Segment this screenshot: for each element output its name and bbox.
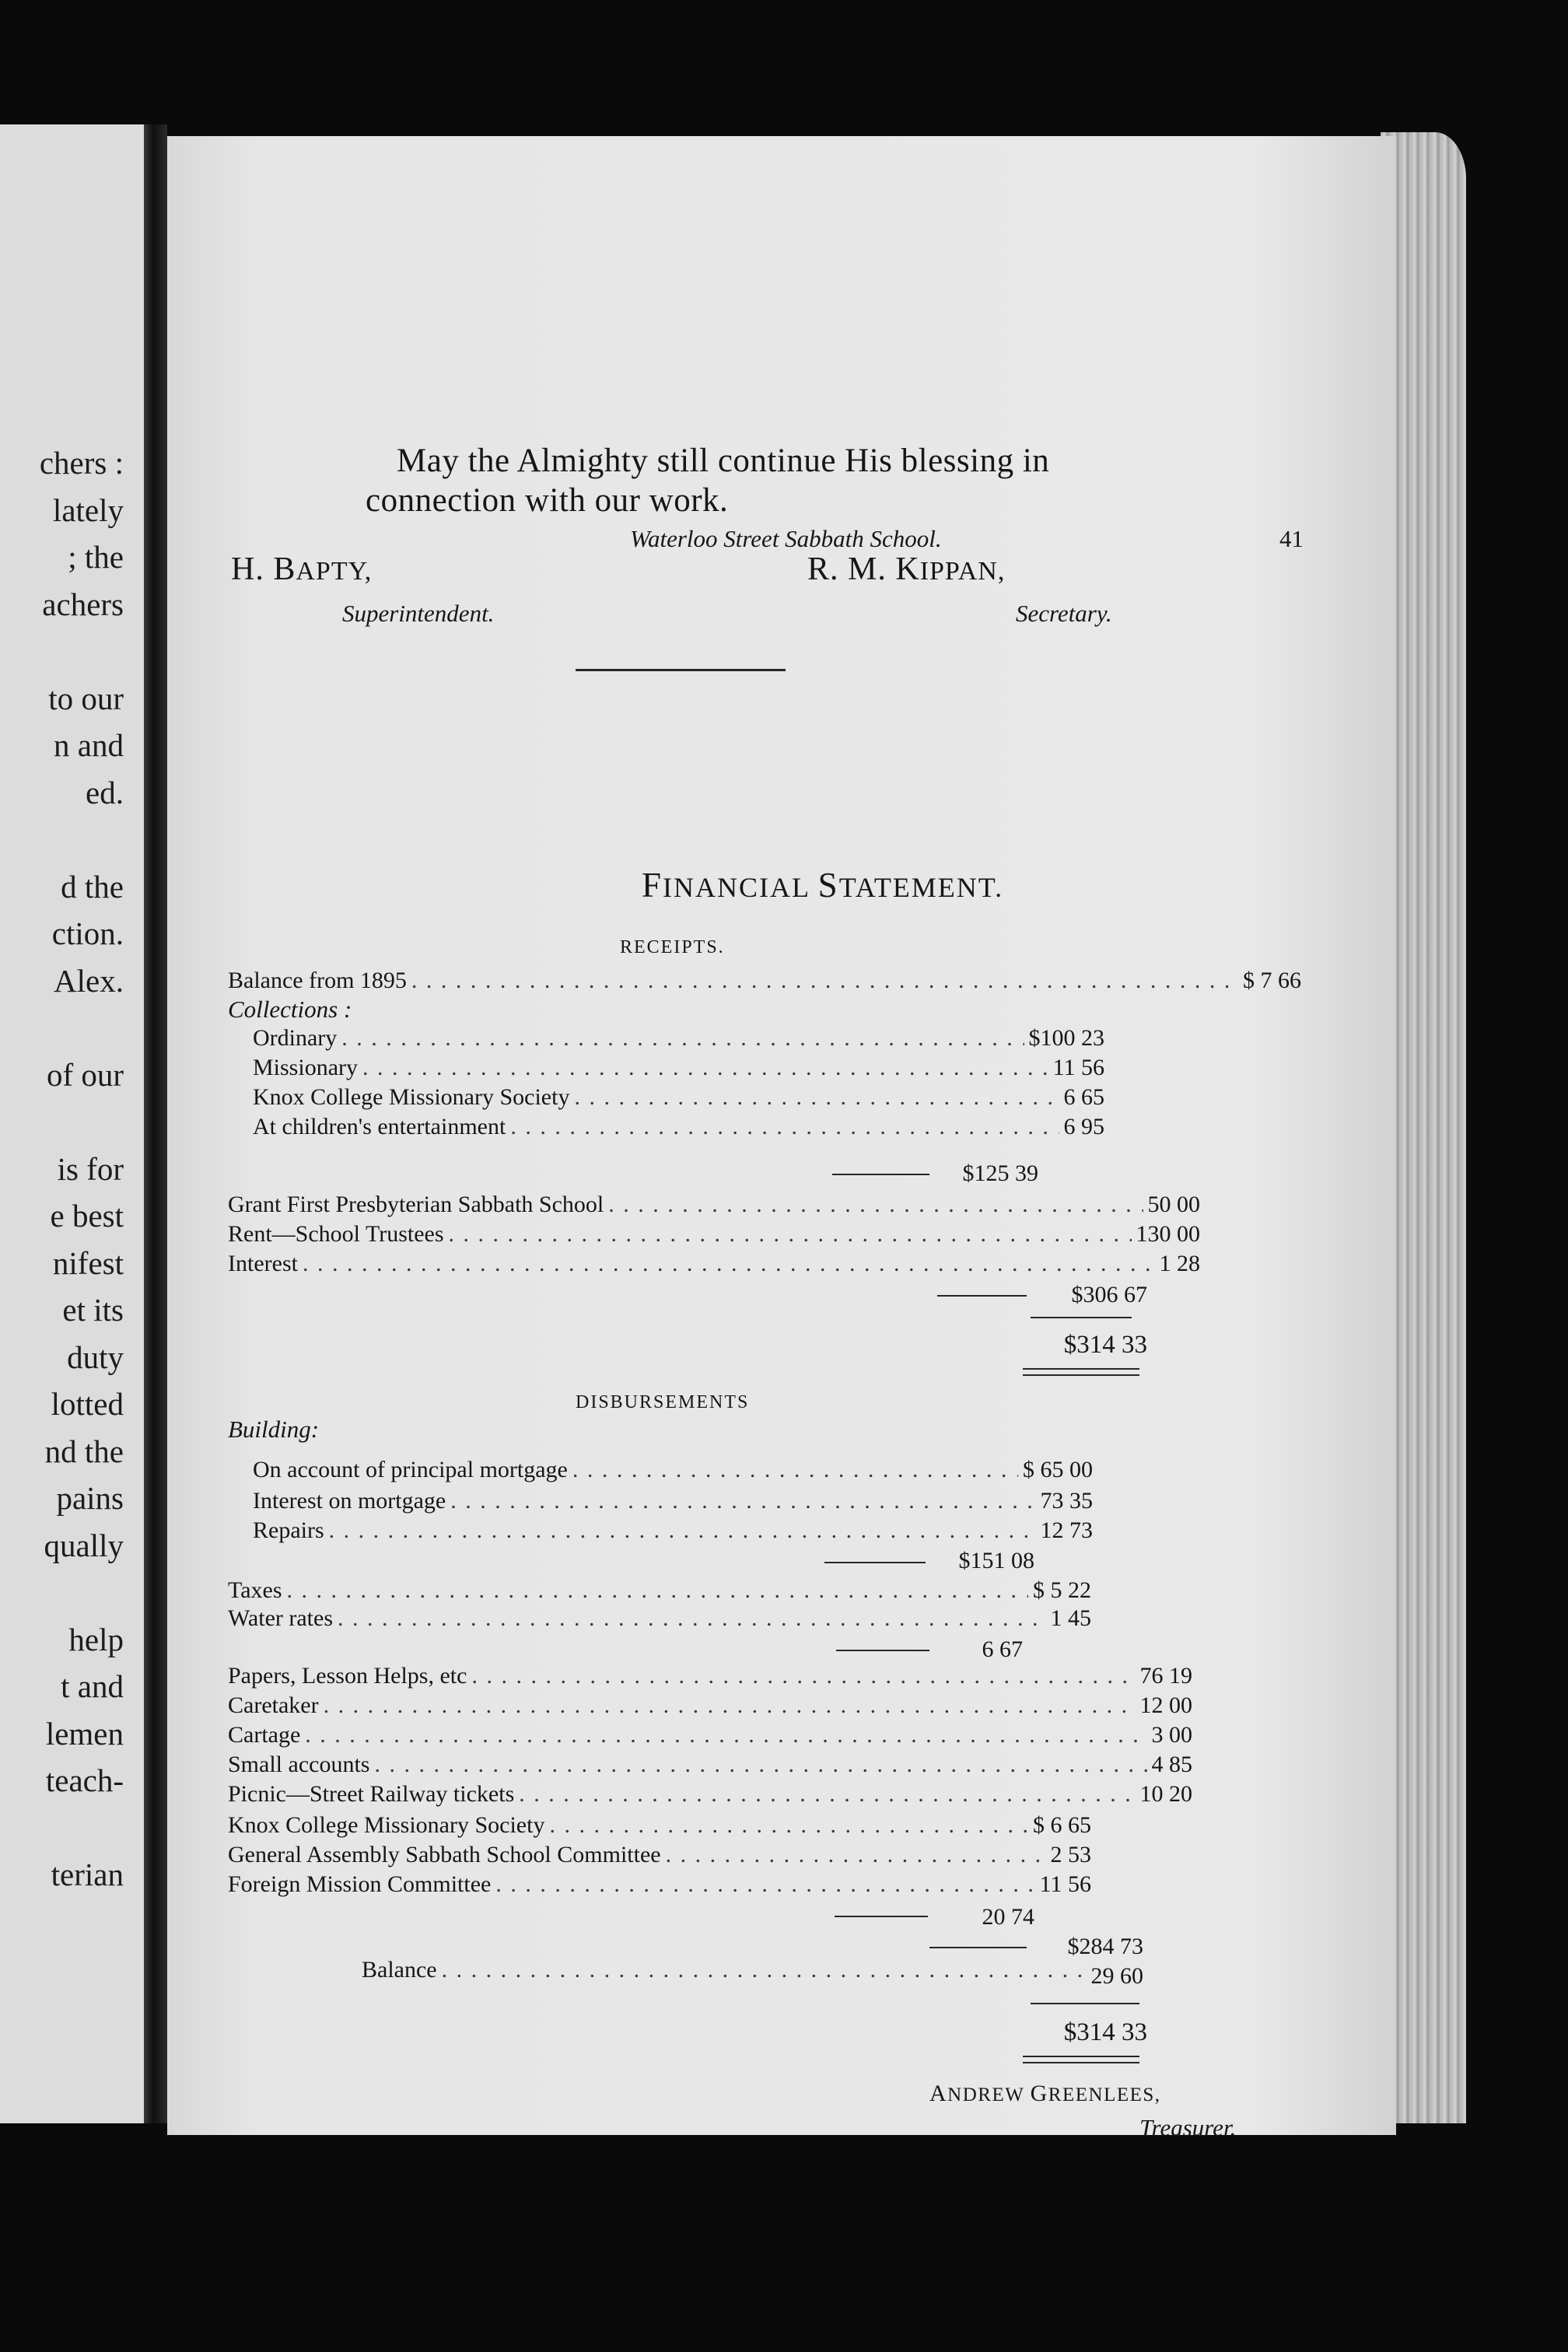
closing-balance-row: Balance . . . xyxy=(362,1955,1089,1986)
subtotal-rule xyxy=(835,1916,928,1917)
receipt-row: Rent—School Trustees . . . 130 00 xyxy=(228,1219,1200,1250)
financial-statement-title: FINANCIAL STATEMENT. xyxy=(642,866,1004,905)
expense-row: Picnic—Street Railway tickets . . . 10 20 xyxy=(228,1779,1192,1810)
tax-row: Water rates . . . 1 45 xyxy=(228,1603,1091,1634)
facing-page-line: lately xyxy=(52,492,124,528)
tax-row: Taxes . . . $ 5 22 xyxy=(228,1575,1091,1606)
treasurer-title: Treasurer. xyxy=(1139,2114,1237,2141)
subtotal-rule xyxy=(832,1174,929,1175)
building-row: Repairs . . . 12 73 xyxy=(253,1515,1093,1546)
facing-page-line: terian xyxy=(51,1857,124,1892)
collection-row: Missionary . . . 11 56 xyxy=(253,1052,1104,1083)
expense-row: Caretaker . . . 12 00 xyxy=(228,1690,1192,1721)
building-total: $151 08 xyxy=(958,1548,1034,1573)
expense-row: Papers, Lesson Helps, etc . . . 76 19 xyxy=(228,1661,1192,1692)
closing-line-1: May the Almighty still continue His blessing in xyxy=(397,443,1050,479)
receipts-heading: RECEIPTS. xyxy=(620,937,725,957)
facing-page-line: ed. xyxy=(86,774,124,810)
building-heading: Building: xyxy=(228,1416,320,1443)
book-gutter xyxy=(144,124,167,2123)
subtotal-rule xyxy=(929,1947,1027,1948)
mission-row: Foreign Mission Committee . . . 11 56 xyxy=(228,1869,1091,1900)
facing-page-line: chers : xyxy=(39,445,124,481)
receipt-balance-row: Balance from 1895 . . . $ 7 66 xyxy=(228,965,1301,996)
collection-row: Knox College Missionary Society . . . 6 65 xyxy=(253,1082,1104,1113)
total-rule xyxy=(1031,1317,1132,1318)
treasurer-name: ANDREW GREENLEES, xyxy=(929,2081,1161,2106)
double-rule-bottom xyxy=(1023,1374,1139,1376)
facing-page-line: e best xyxy=(50,1198,124,1234)
closing-balance-amount: 29 60 xyxy=(1090,1963,1143,1989)
collection-row: At children's entertainment . . . 6 95 xyxy=(253,1111,1104,1143)
facing-page-line: achers xyxy=(42,586,124,622)
subtotal-rule xyxy=(937,1295,1027,1297)
facing-page-line: et its xyxy=(62,1292,124,1328)
facing-page xyxy=(0,124,144,2123)
facing-page-line: nd the xyxy=(44,1433,124,1469)
receipts-subtotal: $306 67 xyxy=(1071,1282,1147,1307)
facing-page-line: lotted xyxy=(51,1386,124,1422)
facing-page-line: qually xyxy=(44,1527,124,1563)
disbursements-total: $284 73 xyxy=(1067,1934,1143,1959)
facing-page-line: t and xyxy=(61,1668,124,1704)
book-page xyxy=(167,136,1396,2141)
facing-page-line: lemen xyxy=(45,1715,124,1752)
facing-page-line: help xyxy=(68,1621,124,1657)
receipts-total: $314 33 xyxy=(1063,1331,1147,1359)
closing-line-2: connection with our work. xyxy=(366,482,729,519)
subtotal-rule xyxy=(824,1562,926,1563)
total-rule xyxy=(1031,2003,1139,2004)
mission-row: General Assembly Sabbath School Committee . . . 2 53 xyxy=(228,1839,1091,1871)
collections-heading: Collections : xyxy=(228,996,352,1023)
missions-total: 20 74 xyxy=(982,1904,1034,1930)
page-number: 41 xyxy=(1279,525,1304,552)
facing-page-line: ction. xyxy=(51,915,124,951)
facing-page-line: of our xyxy=(46,1056,124,1093)
facing-page-line: nifest xyxy=(52,1244,124,1281)
receipt-row: Grant First Presbyterian Sabbath School . . . 50 00 xyxy=(228,1189,1200,1220)
double-rule-top xyxy=(1023,2056,1139,2057)
collections-total: $125 39 xyxy=(962,1160,1038,1186)
section-divider xyxy=(576,669,786,671)
collection-row: Ordinary . . . $100 23 xyxy=(253,1023,1104,1054)
taxes-total: 6 67 xyxy=(982,1636,1023,1662)
facing-page-line: to our xyxy=(48,680,124,716)
disbursements-grand-total: $314 33 xyxy=(1063,2018,1147,2046)
facing-page-line: pains xyxy=(56,1480,124,1516)
expense-row: Cartage . . . 3 00 xyxy=(228,1720,1192,1751)
building-row: Interest on mortgage . . . 73 35 xyxy=(253,1486,1093,1517)
facing-page-line: n and xyxy=(54,727,124,763)
secretary-title: Secretary. xyxy=(1016,600,1112,627)
subtotal-rule xyxy=(836,1650,929,1651)
superintendent-title: Superintendent. xyxy=(342,600,495,627)
facing-page-line: Alex. xyxy=(54,962,124,999)
facing-page-line: teach- xyxy=(45,1762,124,1798)
secretary-name: R. M. KIPPAN, xyxy=(807,551,1006,587)
expense-row: Small accounts . . . 4 85 xyxy=(228,1749,1192,1780)
receipt-row: Interest . . . 1 28 xyxy=(228,1248,1200,1279)
double-rule-top xyxy=(1023,1368,1139,1370)
facing-page-line: ; the xyxy=(68,539,124,575)
superintendent-name: H. BAPTY, xyxy=(231,551,373,587)
facing-page-line: d the xyxy=(61,868,124,905)
disbursements-heading: DISBURSEMENTS xyxy=(576,1392,750,1412)
mission-row: Knox College Missionary Society . . . $ 6 65 xyxy=(228,1810,1091,1841)
building-row: On account of principal mortgage . . . $ 65 00 xyxy=(253,1454,1093,1486)
running-header: Waterloo Street Sabbath School. xyxy=(630,525,942,552)
facing-page-line: is for xyxy=(57,1150,124,1187)
double-rule-bottom xyxy=(1023,2062,1139,2063)
facing-page-line: duty xyxy=(67,1339,124,1375)
